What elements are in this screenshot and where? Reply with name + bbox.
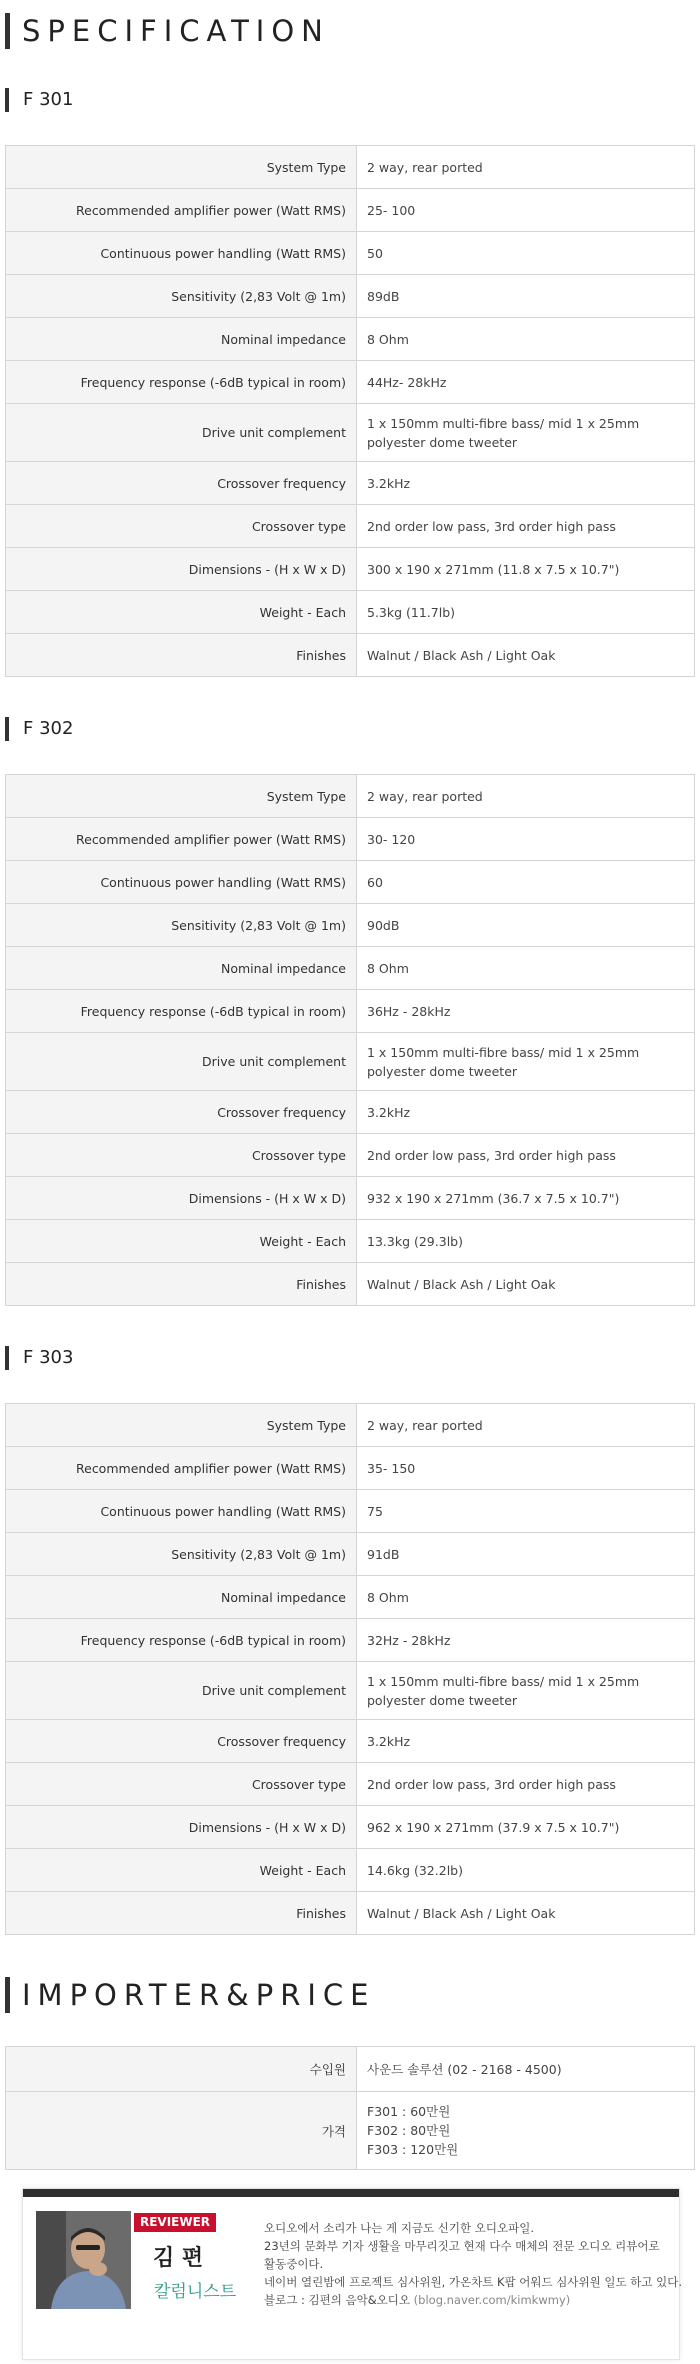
specification-title: SPECIFICATION [5, 13, 330, 49]
spec-table-f302 [5, 774, 695, 1306]
spec-label: Dimensions - (H x W x D) [6, 1806, 357, 1849]
table-row [6, 1892, 695, 1935]
reviewer-box [22, 2188, 683, 2360]
table-row [6, 1806, 695, 1849]
spec-label: Nominal impedance [6, 947, 357, 990]
table-row [6, 361, 695, 404]
spec-value: 30- 120 [357, 818, 695, 861]
spec-value: 3.2kHz [357, 1720, 695, 1763]
table-row [6, 1763, 695, 1806]
table-row [6, 2092, 695, 2170]
table-row [6, 189, 695, 232]
spec-label: Continuous power handling (Watt RMS) [6, 232, 357, 275]
spec-table-f303 [5, 1403, 695, 1935]
table-row [6, 947, 695, 990]
spec-value: 3.2kHz [357, 462, 695, 505]
table-row [6, 1220, 695, 1263]
spec-label: Crossover type [6, 1763, 357, 1806]
spec-label: Recommended amplifier power (Watt RMS) [6, 1447, 357, 1490]
spec-value: 5.3kg (11.7lb) [357, 591, 695, 634]
spec-value: 14.6kg (32.2lb) [357, 1849, 695, 1892]
spec-value: 932 x 190 x 271mm (36.7 x 7.5 x 10.7") [357, 1177, 695, 1220]
spec-label: System Type [6, 775, 357, 818]
importer-price-title: IMPORTER&PRICE [5, 1977, 376, 2013]
bio-line: 오디오에서 소리가 나는 게 지금도 신기한 오디오파일. [264, 2221, 534, 2235]
table-row [6, 904, 695, 947]
table-row [6, 1720, 695, 1763]
table-row [6, 1263, 695, 1306]
importer-price-table [5, 2046, 695, 2170]
spec-label: Finishes [6, 634, 357, 677]
spec-value: 90dB [357, 904, 695, 947]
spec-value: 25- 100 [357, 189, 695, 232]
spec-value: 300 x 190 x 271mm (11.8 x 7.5 x 10.7") [357, 548, 695, 591]
table-row [6, 1091, 695, 1134]
importer-value: 사운드 솔루션 (02 - 2168 - 4500) [357, 2047, 695, 2092]
spec-value: Walnut / Black Ash / Light Oak [357, 1892, 695, 1935]
table-row [6, 990, 695, 1033]
spec-value: 60 [357, 861, 695, 904]
spec-value: 8 Ohm [357, 318, 695, 361]
reviewer-photo [36, 2211, 131, 2309]
table-row [6, 1662, 695, 1720]
spec-label: Drive unit complement [6, 404, 357, 462]
table-row [6, 861, 695, 904]
spec-value: 1 x 150mm multi-fibre bass/ mid 1 x 25mm polyester dome tweeter [357, 1033, 695, 1091]
table-row [6, 775, 695, 818]
table-row [6, 505, 695, 548]
spec-label: Frequency response (-6dB typical in room) [6, 990, 357, 1033]
spec-label: Crossover frequency [6, 1091, 357, 1134]
spec-label: Drive unit complement [6, 1662, 357, 1720]
spec-value: 44Hz- 28kHz [357, 361, 695, 404]
spec-value: 3.2kHz [357, 1091, 695, 1134]
model-title-f302: F 302 [5, 717, 73, 741]
spec-value: Walnut / Black Ash / Light Oak [357, 1263, 695, 1306]
spec-label: Frequency response (-6dB typical in room) [6, 361, 357, 404]
table-row [6, 634, 695, 677]
spec-label: System Type [6, 146, 357, 189]
spec-value: 8 Ohm [357, 947, 695, 990]
reviewer-badge: REVIEWER [134, 2213, 216, 2232]
spec-label: Weight - Each [6, 1849, 357, 1892]
table-row [6, 1490, 695, 1533]
table-row [6, 2047, 695, 2092]
spec-value: 1 x 150mm multi-fibre bass/ mid 1 x 25mm polyester dome tweeter [357, 404, 695, 462]
spec-label: Crossover type [6, 505, 357, 548]
spec-value: 2nd order low pass, 3rd order high pass [357, 1134, 695, 1177]
importer-label: 수입원 [6, 2047, 357, 2092]
table-row [6, 1619, 695, 1662]
table-row [6, 404, 695, 462]
table-row [6, 591, 695, 634]
spec-label: Finishes [6, 1892, 357, 1935]
spec-label: Finishes [6, 1263, 357, 1306]
bio-line: 활동중이다. [264, 2257, 324, 2271]
spec-value: 89dB [357, 275, 695, 318]
spec-value: 2 way, rear ported [357, 146, 695, 189]
reviewer-silhouette-icon [36, 2211, 131, 2309]
table-row [6, 462, 695, 505]
spec-value: 35- 150 [357, 1447, 695, 1490]
reviewer-name: 김 편 [153, 2246, 204, 2271]
spec-value: 962 x 190 x 271mm (37.9 x 7.5 x 10.7") [357, 1806, 695, 1849]
spec-value: 13.3kg (29.3lb) [357, 1220, 695, 1263]
table-row [6, 1177, 695, 1220]
spec-label: Nominal impedance [6, 318, 357, 361]
spec-label: Weight - Each [6, 591, 357, 634]
spec-label: Drive unit complement [6, 1033, 357, 1091]
spec-value: 2 way, rear ported [357, 775, 695, 818]
spec-label: Continuous power handling (Watt RMS) [6, 861, 357, 904]
price-label: 가격 [6, 2092, 357, 2170]
table-row [6, 1447, 695, 1490]
spec-label: Nominal impedance [6, 1576, 357, 1619]
table-row [6, 818, 695, 861]
spec-label: Dimensions - (H x W x D) [6, 1177, 357, 1220]
spec-label: Crossover frequency [6, 1720, 357, 1763]
table-row [6, 1134, 695, 1177]
table-row [6, 318, 695, 361]
reviewer-bio [264, 2219, 683, 2309]
spec-value: 36Hz - 28kHz [357, 990, 695, 1033]
spec-value: 75 [357, 1490, 695, 1533]
bio-blog-line [264, 2291, 664, 2309]
table-row [6, 275, 695, 318]
table-row [6, 232, 695, 275]
model-title-f303: F 303 [5, 1346, 73, 1370]
table-row [6, 1576, 695, 1619]
spec-label: Frequency response (-6dB typical in room) [6, 1619, 357, 1662]
table-row [6, 1033, 695, 1091]
spec-label: Crossover frequency [6, 462, 357, 505]
reviewer-top-bar [23, 2189, 679, 2197]
price-value [357, 2092, 695, 2170]
spec-value: 91dB [357, 1533, 695, 1576]
bio-line: 23년의 문화부 기자 생활을 마무리짓고 현재 다수 매체의 전문 오디오 리뷰어로 [264, 2239, 660, 2253]
table-row [6, 1849, 695, 1892]
spec-label: Weight - Each [6, 1220, 357, 1263]
spec-value: 50 [357, 232, 695, 275]
bio-line: 네이버 열린밤에 프로젝트 심사위원, 가온차트 K팝 어워드 심사위원 일도 하고 있다. [264, 2275, 683, 2289]
price-line: F301 : 60만원 [367, 2104, 451, 2119]
spec-value: 1 x 150mm multi-fibre bass/ mid 1 x 25mm polyester dome tweeter [357, 1662, 695, 1720]
spec-label: Sensitivity (2,83 Volt @ 1m) [6, 904, 357, 947]
spec-table-f301 [5, 145, 695, 677]
spec-value: 8 Ohm [357, 1576, 695, 1619]
spec-label: Crossover type [6, 1134, 357, 1177]
blog-link[interactable]: (blog.naver.com/kimkwmy) [413, 2293, 571, 2307]
table-row [6, 146, 695, 189]
spec-label: Recommended amplifier power (Watt RMS) [6, 189, 357, 232]
table-row [6, 548, 695, 591]
table-row [6, 1404, 695, 1447]
spec-label: Sensitivity (2,83 Volt @ 1m) [6, 1533, 357, 1576]
spec-value: 2 way, rear ported [357, 1404, 695, 1447]
spec-label: System Type [6, 1404, 357, 1447]
spec-label: Recommended amplifier power (Watt RMS) [6, 818, 357, 861]
spec-value: 2nd order low pass, 3rd order high pass [357, 505, 695, 548]
blog-label: 블로그 : 김편의 음악&오디오 [264, 2293, 411, 2307]
table-row [6, 1533, 695, 1576]
spec-label: Dimensions - (H x W x D) [6, 548, 357, 591]
spec-value: 2nd order low pass, 3rd order high pass [357, 1763, 695, 1806]
model-title-f301: F 301 [5, 88, 73, 112]
spec-value: 32Hz - 28kHz [357, 1619, 695, 1662]
spec-label: Sensitivity (2,83 Volt @ 1m) [6, 275, 357, 318]
price-line: F303 : 120만원 [367, 2142, 459, 2157]
reviewer-role: 칼럼니스트 [154, 2282, 237, 2302]
spec-value: Walnut / Black Ash / Light Oak [357, 634, 695, 677]
price-line: F302 : 80만원 [367, 2123, 451, 2138]
spec-label: Continuous power handling (Watt RMS) [6, 1490, 357, 1533]
